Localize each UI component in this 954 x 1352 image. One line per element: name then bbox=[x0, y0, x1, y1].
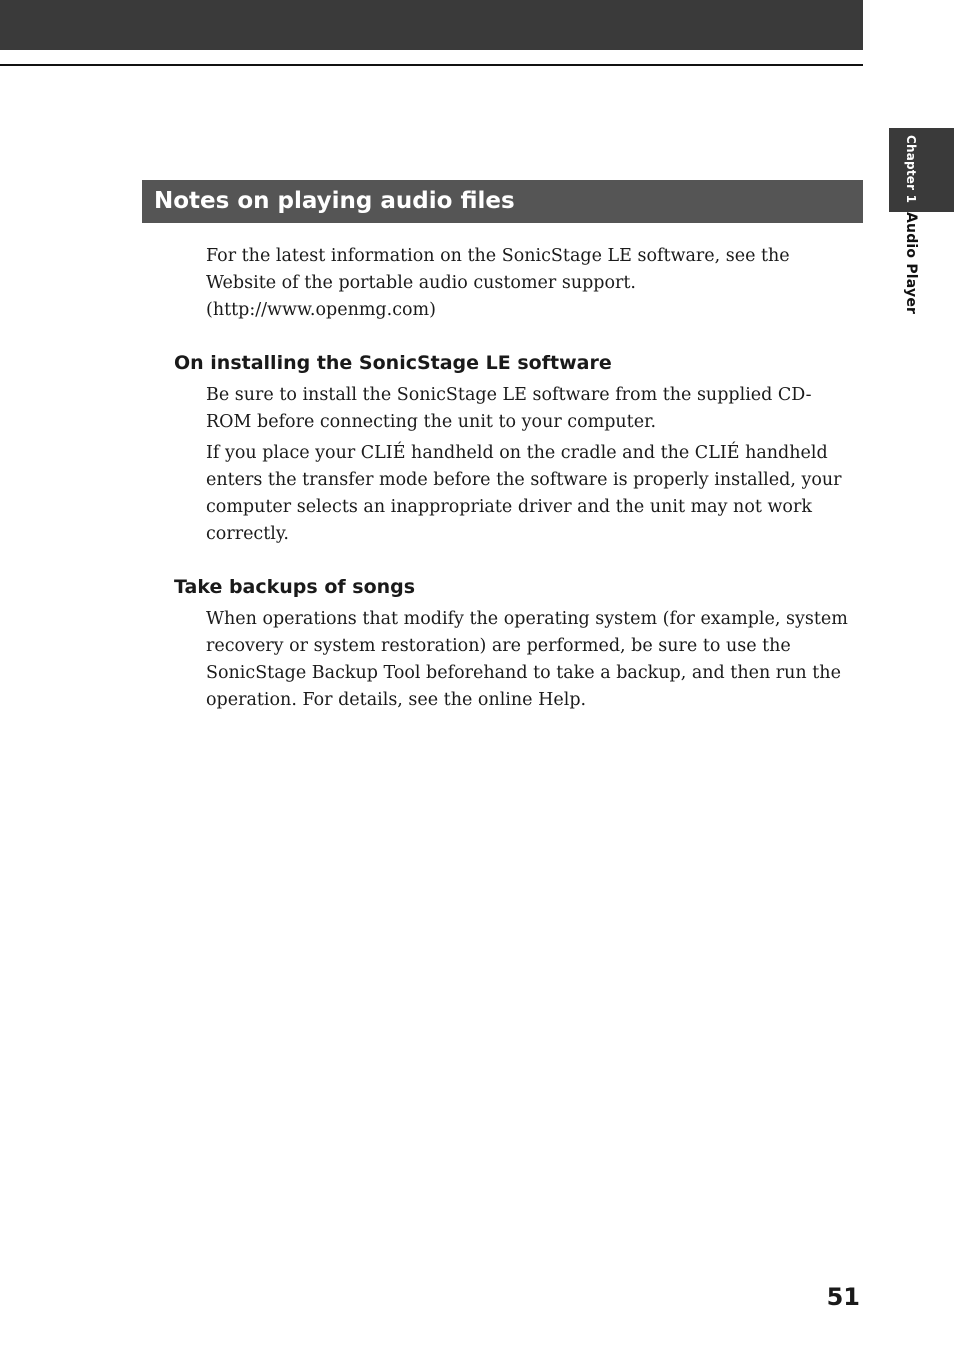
subheading-installing: On installing the SonicStage LE software bbox=[174, 352, 612, 374]
backups-paragraph: When operations that modify the operating system (for example, system recovery or system restoration) are performed, be sure to use the SonicStage Backup Tool beforehand to take a backup, and then run the operation. For details, see the online Help. bbox=[206, 609, 848, 710]
top-header-bar bbox=[0, 0, 863, 50]
installing-paragraph-2: If you place your CLIÉ handheld on the cradle and the CLIÉ handheld enters the transfer mode before the software is properly installed, your computer selects an inappropriate driver and the unit may not work correctly. bbox=[206, 443, 842, 544]
page-number: 51 bbox=[826, 1283, 860, 1311]
chapter-section-label: Audio Player bbox=[903, 212, 919, 315]
chapter-label: Chapter 1 bbox=[904, 135, 918, 204]
chapter-side-tab bbox=[889, 128, 954, 212]
installing-paragraph-1: Be sure to install the SonicStage LE software from the supplied CD-ROM before connecting the unit to your computer. bbox=[206, 385, 812, 432]
header-rule bbox=[0, 64, 863, 66]
subheading-backups: Take backups of songs bbox=[174, 576, 416, 598]
chapter-side-label bbox=[901, 135, 921, 314]
intro-paragraph: For the latest information on the SonicStage LE software, see the Website of the portable audio customer support. (http://www.openmg.com) bbox=[206, 246, 790, 320]
page-title: Notes on playing audio files bbox=[142, 180, 863, 223]
